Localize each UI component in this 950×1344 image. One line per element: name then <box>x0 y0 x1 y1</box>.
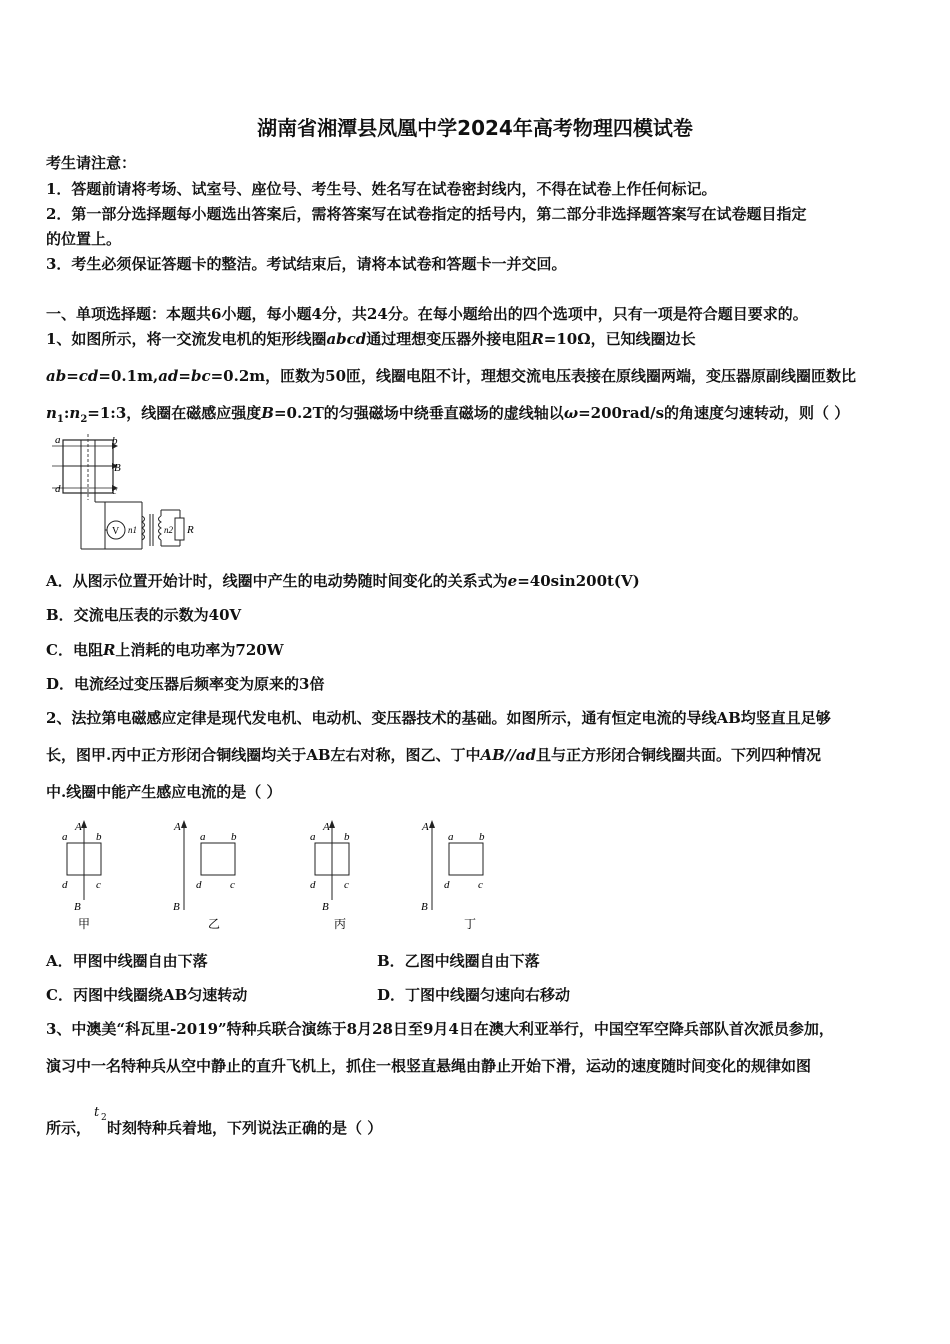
q3-line-1: 3、中澳美“科瓦里-2019”特种兵联合演练于8月28日至9月4日在澳大利亚举行，中国空军空降兵部队首次派员参加， <box>46 1020 834 1038</box>
coil-label-a: a <box>55 434 61 446</box>
field-label-B: B <box>114 462 121 474</box>
q2-option-b: B．乙图中线圈自由下落 <box>377 952 540 970</box>
caption-yi: 乙 <box>208 917 221 931</box>
q1-line-1: 1、如图所示，将一交流发电机的矩形线圈abcd通过理想变压器外接电阻R=10Ω，已知线圈边长 <box>46 330 696 348</box>
voltmeter-label: V <box>112 526 120 537</box>
svg-text:a: a <box>310 831 316 843</box>
notice-item-1: 1．答题前请将考场、试室号、座位号、考生号、姓名写在试卷密封线内，不得在试卷上作任何标记。 <box>46 180 717 198</box>
svg-text:d: d <box>196 879 202 891</box>
q2-option-d: D．丁图中线圈匀速向右移动 <box>377 986 571 1004</box>
q1-option-a: A．从图示位置开始计时，线圈中产生的电动势随时间变化的关系式为e=40sin200t(V) <box>46 572 640 590</box>
notice-heading: 考生请注意： <box>46 154 137 172</box>
page-title: 湖南省湘潭县凤凰中学2024年高考物理四模试卷 <box>257 116 693 140</box>
q2-figure-yi <box>168 818 246 933</box>
section-heading: 一、单项选择题：本题共6小题，每小题4分，共24分。在每小题给出的四个选项中，只有一项是符合题目要求的。 <box>46 305 808 323</box>
q3-line-3: 所示， t 2 时刻特种兵着地，下列说法正确的是（ ） <box>46 1105 383 1137</box>
notice-item-2: 2．第一部分选择题每小题选出答案后，需将答案写在试卷指定的括号内，第二部分非选择题答案写在试卷题目指定 <box>46 205 807 223</box>
svg-text:c: c <box>344 879 349 891</box>
coil-label-d: d <box>55 483 61 495</box>
svg-text:c: c <box>96 879 101 891</box>
svg-text:d: d <box>310 879 316 891</box>
caption-bing: 丙 <box>334 917 347 931</box>
q2-figure-ding <box>416 818 494 933</box>
q2-line-1: 2、法拉第电磁感应定律是现代发电机、电动机、变压器技术的基础。如图所示，通有恒定电流的导线AB均竖直且足够 <box>46 709 831 727</box>
notice-item-3: 3．考生必须保证答题卡的整洁。考试结束后，请将本试卷和答题卡一并交回。 <box>46 255 567 273</box>
svg-text:B: B <box>74 901 81 913</box>
q3-line-2: 演习中一名特种兵从空中静止的直升飞机上，抓住一根竖直悬绳由静止开始下滑，运动的速度随时间变化的规律如图 <box>46 1057 812 1075</box>
resistor-label: R <box>187 524 194 536</box>
q2-line-3: 中.线圈中能产生感应电流的是（ ） <box>46 783 282 801</box>
caption-jia: 甲 <box>78 917 91 931</box>
q2-option-a: A．甲图中线圈自由下落 <box>46 952 208 970</box>
svg-text:a: a <box>200 831 206 843</box>
q2-option-c: C．丙图中线圈绕AB匀速转动 <box>46 986 248 1004</box>
primary-turns-label: n1 <box>128 525 137 535</box>
q1-option-c: C．电阻R上消耗的电功率为720W <box>46 641 284 659</box>
svg-text:B: B <box>421 901 428 913</box>
svg-text:c: c <box>230 879 235 891</box>
caption-ding: 丁 <box>464 917 477 931</box>
svg-text:A: A <box>422 821 429 833</box>
q1-option-d: D．电流经过变压器后频率变为原来的3倍 <box>46 675 325 693</box>
svg-text:B: B <box>173 901 180 913</box>
q1-line-2: ab=cd=0.1m,ad=bc=0.2m，匝数为50匝，线圈电阻不计，理想交流电压表接在原线圈两端，变压器原副线圈匝数比 <box>46 367 857 385</box>
coil-label-c: c <box>112 485 117 497</box>
svg-text:B: B <box>322 901 329 913</box>
q2-figure-jia <box>58 818 116 933</box>
svg-text:A: A <box>174 821 181 833</box>
svg-text:A: A <box>75 821 82 833</box>
svg-text:c: c <box>478 879 483 891</box>
q2-figure-bing <box>306 818 364 933</box>
q1-option-b: B．交流电压表的示数为40V <box>46 606 242 624</box>
svg-text:d: d <box>62 879 68 891</box>
svg-text:b: b <box>96 831 102 843</box>
q2-line-2: 长，图甲.丙中正方形闭合铜线圈均关于AB左右对称，图乙、丁中AB//ad且与正方形闭合铜线圈共面。下列四种情况 <box>46 746 822 764</box>
svg-text:b: b <box>231 831 237 843</box>
secondary-turns-label: n2 <box>164 525 173 535</box>
svg-text:A: A <box>323 821 330 833</box>
q1-line-3: $n_1:n_2=1:3$，线圈在磁感应强度B=0.2T的匀强磁场中绕垂直磁场的虚线轴以ω=200rad/s的角速度匀速转动，则（ ） <box>46 404 850 425</box>
q1-generator-figure <box>50 432 200 554</box>
svg-text:b: b <box>344 831 350 843</box>
svg-text:a: a <box>448 831 454 843</box>
svg-text:b: b <box>479 831 485 843</box>
svg-text:a: a <box>62 831 68 843</box>
svg-text:d: d <box>444 879 450 891</box>
notice-item-2-cont: 的位置上。 <box>46 230 122 248</box>
coil-label-b: b <box>112 435 118 447</box>
